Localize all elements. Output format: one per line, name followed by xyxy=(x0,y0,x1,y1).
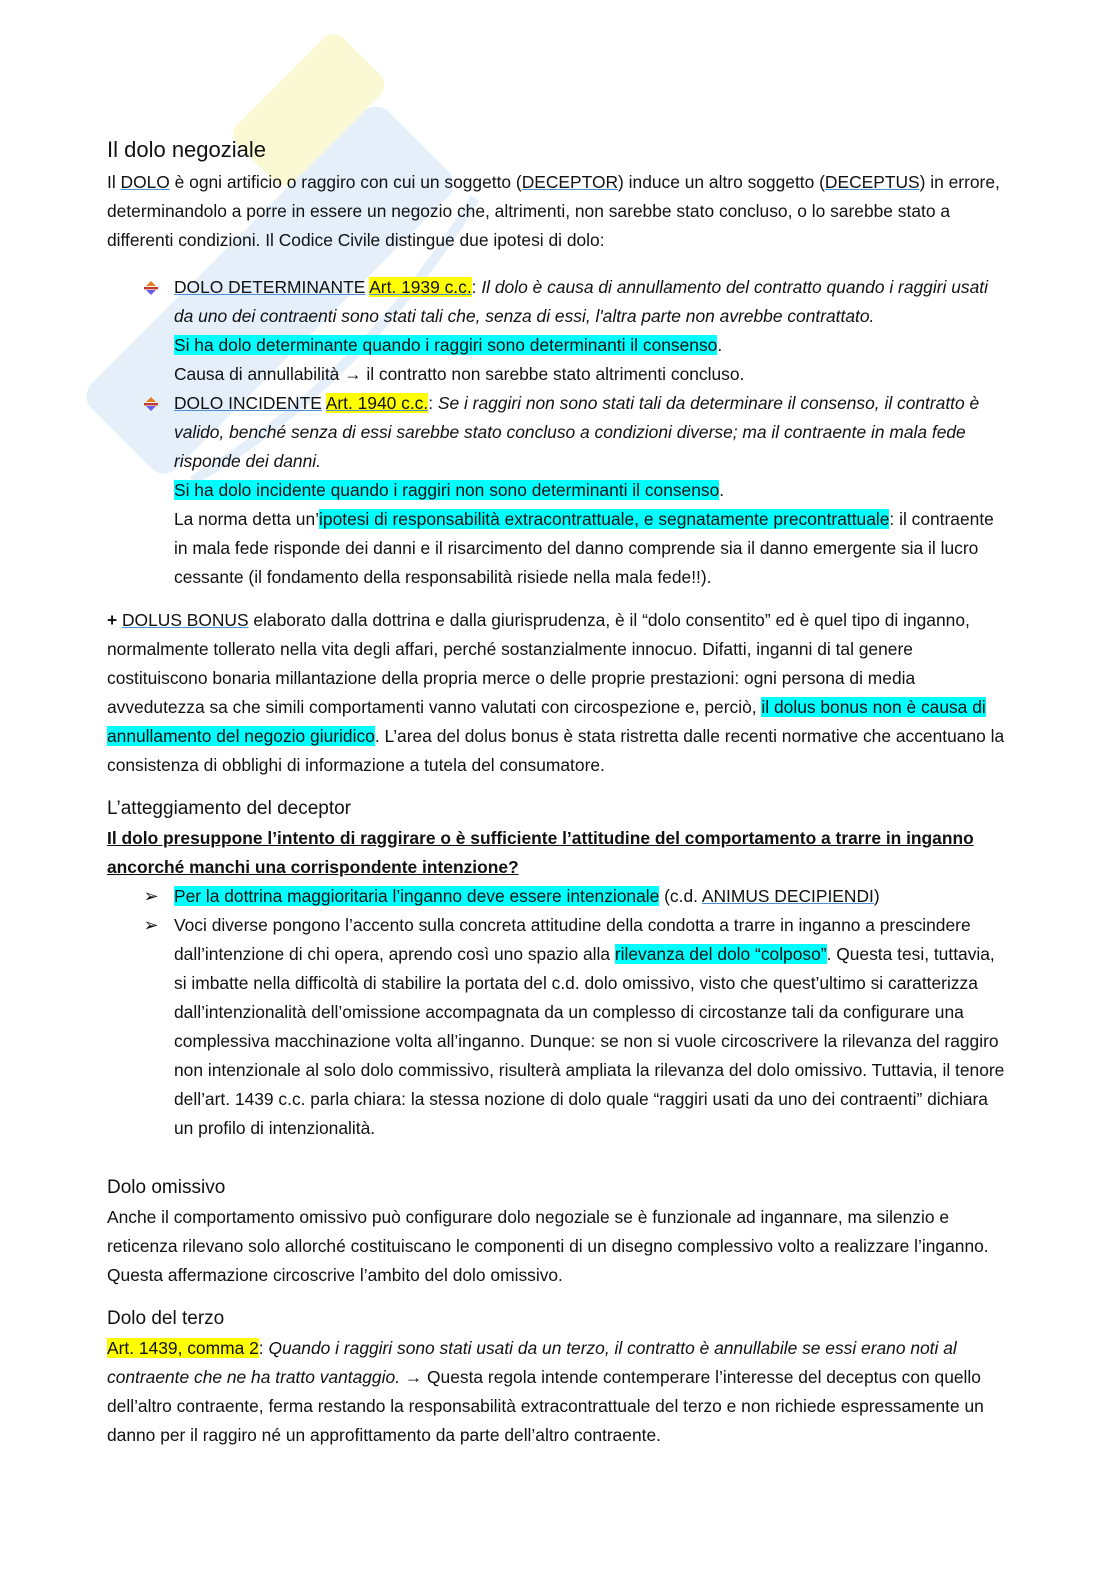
article-1439: Art. 1439, comma 2 xyxy=(107,1338,259,1358)
document-page xyxy=(107,132,1012,1450)
dolo-term: DOLO xyxy=(120,172,170,192)
chevron-bullet-icon: ➢ xyxy=(143,886,159,906)
section-heading: Dolo del terzo xyxy=(107,1308,225,1329)
opinions-list xyxy=(107,882,1012,1143)
highlight-text: il dolus bonus non è causa di annullamento del negozio giuridico xyxy=(107,697,986,746)
list-item: ➢ Voci diverse pongono l’accento sulla concreta attitudine della condotta a trarre in inganno a prescindere dall’intenzione di chi opera, aprendo così uno spazio alla rilevanza del dolo “colposo”. Questa tesi, tuttavia, si imbatte nella difficoltà di stabilire la portata del c.d. dolo omissivo, visto che quest’ultimo si caratterizza dall’intenzionalità dell’omissione accompagnata da un complesso di circostanze tali da configurare una complessiva macchinazione volta all’inganno. Dunque: se non si vuole circoscrivere la rilevanza del raggiro non intenzionale al solo dolo commissivo, risulterà ampliata la rilevanza del dolo omissivo. Tuttavia, il tenore dell’art. 1439 c.c. parla chiara: la stessa nozione di dolo quale “raggiri usati da uno dei contraenti” dichiara un profilo di intenzionalità. xyxy=(107,911,1012,1143)
deceptus-term: DECEPTUS xyxy=(824,172,920,192)
highlight-text: Si ha dolo incidente quando i raggiri non sono determinanti il consenso xyxy=(174,480,720,500)
list-item: DOLO DETERMINANTE Art. 1939 c.c.: Il dolo è causa di annullamento del contratto quando i raggiri usati da uno dei contraenti sono stati tali che, senza di essi, l'altra parte non avrebbe contrattato. Si ha dolo determinante quando i raggiri sono determinanti il consenso. Causa di annullabilità → il contratto non sarebbe stato altrimenti concluso. xyxy=(107,273,1012,389)
deceptor-term: DECEPTOR xyxy=(521,172,619,192)
highlight-text: Per la dottrina maggioritaria l’inganno deve essere intenzionale xyxy=(174,886,660,906)
section-heading: Dolo omissivo xyxy=(107,1177,226,1198)
animus-decipiendi-term: ANIMUS DECIPIENDI xyxy=(701,886,874,906)
dolus-bonus-term: DOLUS BONUS xyxy=(122,610,249,630)
dolus-bonus-paragraph: + DOLUS BONUS elaborato dalla dottrina e dalla giurisprudenza, è il “dolo consentito” ed è quel tipo di inganno, normalmente tollerato nella vita degli affari, perché sostanzialmente innocuo. Difatti, inganni di tal genere costituiscono bonaria millantazione della propria merce o delle proprie prestazioni: ogni persona di media avvedutezza sa che simili comportamenti vanno valutati con circospezione e, perciò, il dolus bonus non è causa di annullamento del negozio giuridico. L’area del dolus bonus è stata ristretta dalle recenti normative che accentuano la consistenza di obblighi di informazione a tutela del consumatore. xyxy=(107,610,1005,775)
dolo-types-list xyxy=(107,273,1012,592)
section-heading: L’atteggiamento del deceptor xyxy=(107,798,352,819)
intro-paragraph: Il DOLO è ogni artificio o raggiro con cui un soggetto (DECEPTOR) induce un altro soggetto (DECEPTUS) in errore, determinandolo a porre in essere un negozio che, altrimenti, non sarebbe stato concluso, o lo sarebbe stato a differenti condizioni. Il Codice Civile distingue due ipotesi di dolo: xyxy=(107,172,1000,250)
dolo-determinante-term: DOLO DETERMINANTE xyxy=(174,277,366,297)
section-question: Il dolo presuppone l’intento di raggirare o è sufficiente l’attitudine del comportamento a trarre in inganno ancorché manchi una corrispondente intenzione? xyxy=(107,828,974,877)
highlight-text: ipotesi di responsabilità extracontrattuale, e segnatamente precontrattuale xyxy=(319,509,890,529)
highlight-text: Si ha dolo determinante quando i raggiri sono determinanti il consenso xyxy=(174,335,718,355)
list-item: DOLO INCIDENTE Art. 1940 c.c.: Se i raggiri non sono stati tali da determinare il consenso, il contratto è valido, benché senza di essi sarebbe stato concluso a condizioni diverse; ma il contraente in mala fede risponde dei danni. Si ha dolo incidente quando i raggiri non sono determinanti il consenso. La norma detta un’ipotesi di responsabilità extracontrattuale, e segnatamente precontrattuale: il contraente in mala fede risponde dei danni e il risarcimento del danno comprende sia il danno emergente sia il lucro cessante (il fondamento della responsabilità risiede nella mala fede!!). xyxy=(107,389,1012,592)
chevron-bullet-icon: ➢ xyxy=(143,915,159,935)
omissivo-paragraph: Anche il comportamento omissivo può configurare dolo negoziale se è funzionale ad ingannare, ma silenzio e reticenza rilevano solo allorché costituiscano le componenti di un disegno complessivo volto a realizzare l’inganno. Questa affermazione circoscrive l’ambito del dolo omissivo. xyxy=(107,1207,989,1285)
highlight-text: rilevanza del dolo “colposo” xyxy=(614,944,827,964)
list-item: ➢ Per la dottrina maggioritaria l’inganno deve essere intenzionale (c.d. ANIMUS DECIPIENDI) xyxy=(107,882,1012,911)
page-title: Il dolo negoziale xyxy=(107,137,267,162)
article-1939: Art. 1939 c.c. xyxy=(369,277,472,297)
terzo-paragraph: Art. 1439, comma 2: Quando i raggiri sono stati usati da un terzo, il contratto è annullabile se essi erano noti al contraente che ne ha tratto vantaggio. → Questa regola intende contemperare l’interesse del deceptus con quello dell’altro contraente, ferma restando la responsabilità extracontrattuale del terzo e non richiede espressamente un danno per il raggiro né un approfittamento da parte dell’altro contraente. xyxy=(107,1338,984,1445)
dolo-incidente-term: DOLO INCIDENTE xyxy=(174,393,322,413)
arrow-bullet-icon xyxy=(139,273,163,302)
arrow-bullet-icon xyxy=(139,389,163,418)
article-1940: Art. 1940 c.c. xyxy=(325,393,429,413)
